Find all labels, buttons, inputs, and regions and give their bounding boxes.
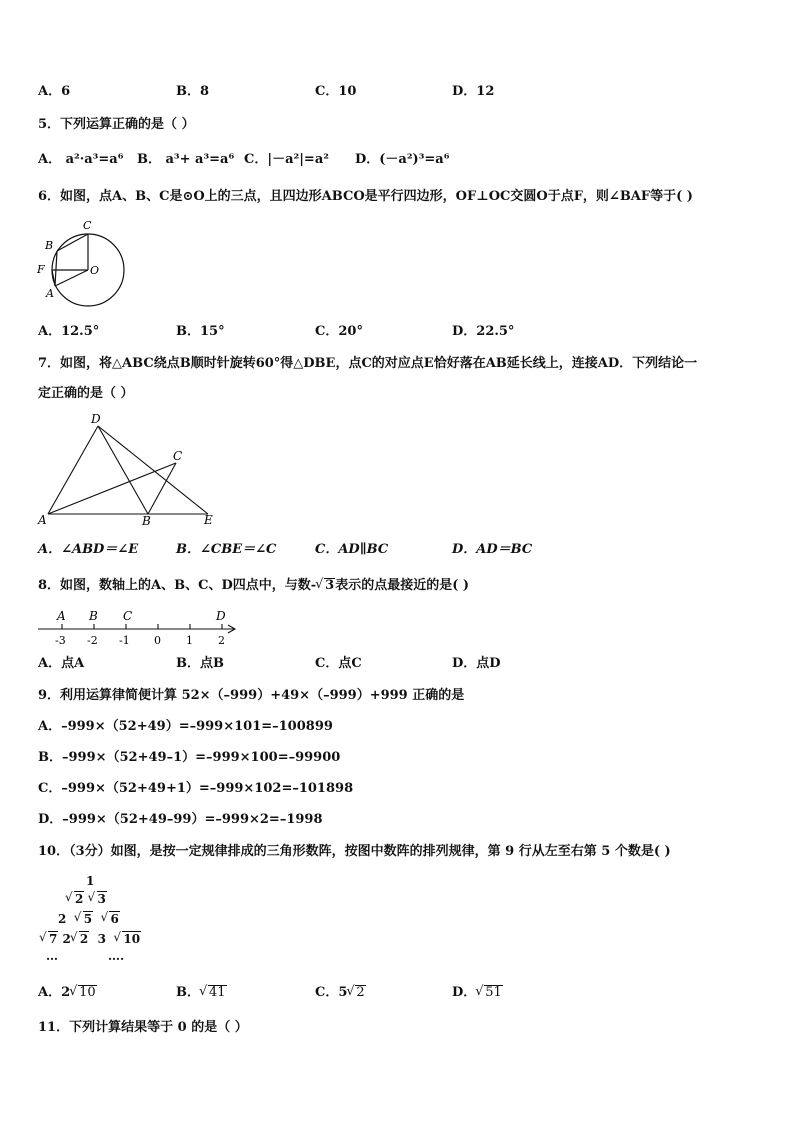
q10-row3 xyxy=(58,911,120,926)
q5-option-d: D．(－a²)³=a⁶ xyxy=(355,152,450,167)
q6-option-c: C．20° xyxy=(315,324,363,339)
q10-row1-item: 1 xyxy=(86,874,95,888)
q9-option-a: A．–999×（52+49）=–999×101=–100899 xyxy=(38,719,333,734)
q8-option-b: B．点B xyxy=(176,656,224,671)
q8-number-line xyxy=(36,606,242,648)
q6-label-a: A xyxy=(46,287,54,300)
q4-option-c: C．10 xyxy=(315,84,357,99)
q8-stem-pre: 8．如图，数轴上的A、B、C、D四点中，与数- xyxy=(38,578,317,593)
q10-option-c-sqrt: √ 2 xyxy=(347,985,365,1001)
q10-option-c: C．5√ 2 xyxy=(315,985,366,1001)
q10-row4-item: 3 xyxy=(97,932,106,946)
q7-label-c: C xyxy=(173,449,183,463)
q7-stem-line2: 定正确的是（ ） xyxy=(38,386,134,401)
q7-option-b: B．∠CBE＝∠C xyxy=(176,542,277,557)
q10-option-d-sqrt: √ 51 xyxy=(476,985,503,1001)
q10-sqrt: √ 7 xyxy=(40,931,58,946)
q5-option-b: B． a³+ a³=a⁶ xyxy=(137,152,235,167)
q9-stem: 9．利用运算律简便计算 52×（–999）+49×（–999）+999 正确的是 xyxy=(38,688,465,703)
q5-stem: 5．下列运算正确的是（ ） xyxy=(38,117,195,132)
q10-option-b: B．√ 41 xyxy=(176,985,227,1001)
q8-point-a: A xyxy=(57,609,66,623)
q10-dots-left: … xyxy=(46,949,58,963)
q9-option-b: B．–999×（52+49–1）=–999×100=–99900 xyxy=(38,750,341,765)
q6-label-f: F xyxy=(37,263,45,276)
q5-option-c: C．|－a²|=a² xyxy=(244,152,329,167)
q10-sqrt: √ 5 xyxy=(75,911,93,926)
q8-tick-label: -1 xyxy=(119,634,130,647)
q4-option-d: D．12 xyxy=(452,84,495,99)
q8-stem-post: 表示的点最接近的是( ) xyxy=(335,578,470,593)
q10-option-d: D．√ 51 xyxy=(452,985,503,1001)
q7-label-b: B xyxy=(142,514,151,528)
q7-option-d: D．AD＝BC xyxy=(452,542,533,557)
q8-tick-label: 2 xyxy=(218,634,225,647)
q6-label-b: B xyxy=(45,239,54,252)
q6-option-b: B．15° xyxy=(176,324,225,339)
q6-label-c: C xyxy=(83,219,92,232)
q8-point-b: B xyxy=(89,609,98,623)
q8-stem xyxy=(38,578,469,594)
q8-option-c: C．点C xyxy=(315,656,362,671)
q8-tick-label: -3 xyxy=(55,634,66,647)
q8-point-d: D xyxy=(216,609,226,623)
q8-option-a: A．点A xyxy=(38,656,85,671)
q7-label-a: A xyxy=(38,513,47,527)
q10-stem: 10．（3分）如图，是按一定规律排成的三角形数阵，按图中数阵的排列规律，第 9 行从左至右第 5 个数是( ) xyxy=(38,844,671,859)
q5-option-a: A． a²·a³=a⁶ xyxy=(38,152,124,167)
q10-row3-item: 2 xyxy=(58,912,67,926)
q4-option-b: B．8 xyxy=(176,84,210,99)
q11-stem: 11．下列计算结果等于 0 的是（ ） xyxy=(38,1020,248,1035)
q10-sqrt: √ 6 xyxy=(101,911,119,926)
q10-option-a: A．2√ 10 xyxy=(38,985,97,1001)
q6-stem: 6．如图，点A、B、C是⊙O上的三点，且四边形ABCO是平行四边形，OF⊥OC交圆O于点F，则∠BAF等于( ) xyxy=(38,189,693,204)
q10-sqrt: √ 2 xyxy=(66,891,84,906)
q10-row4-item: 2 xyxy=(62,932,71,946)
q10-row2 xyxy=(66,891,107,906)
q6-circle-figure xyxy=(32,214,132,310)
q10-sqrt: √ 2 xyxy=(71,931,89,946)
q4-option-a: A．6 xyxy=(38,84,71,99)
q6-label-o: O xyxy=(90,264,100,277)
q7-stem-line1: 7．如图，将△ABC绕点B顺时针旋转60°得△DBE，点C的对应点E恰好落在AB延长线上，连接AD．下列结论一 xyxy=(38,356,698,371)
q7-option-a: A．∠ABD＝∠E xyxy=(38,542,139,557)
q8-tick-label: 0 xyxy=(154,634,161,647)
q9-option-c: C．–999×（52+49+1）=–999×102=–101898 xyxy=(38,781,354,796)
q10-row4 xyxy=(40,931,141,946)
q10-option-b-sqrt: √ 41 xyxy=(200,985,227,1001)
q10-option-a-sqrt: √ 10 xyxy=(70,985,97,1001)
q8-option-d: D．点D xyxy=(452,656,501,671)
q10-sqrt: √ 3 xyxy=(89,891,107,906)
q10-dots-right: …. xyxy=(108,949,125,963)
q10-sqrt: √ 10 xyxy=(114,931,141,946)
q8-point-c: C xyxy=(123,609,133,623)
q8-sqrt xyxy=(316,578,335,594)
q8-sqrt-radicand: 3 xyxy=(325,578,335,593)
q8-tick-label: 1 xyxy=(186,634,193,647)
q6-option-d: D．22.5° xyxy=(452,324,515,339)
q7-triangle-figure xyxy=(36,410,220,528)
q7-label-e: E xyxy=(204,513,213,527)
q6-option-a: A．12.5° xyxy=(38,324,100,339)
q8-tick-label: -2 xyxy=(87,634,98,647)
q9-option-d: D．–999×（52+49–99）=–999×2=–1998 xyxy=(38,812,323,827)
q7-label-d: D xyxy=(91,412,101,426)
q7-option-c: C．AD∥BC xyxy=(315,542,389,557)
